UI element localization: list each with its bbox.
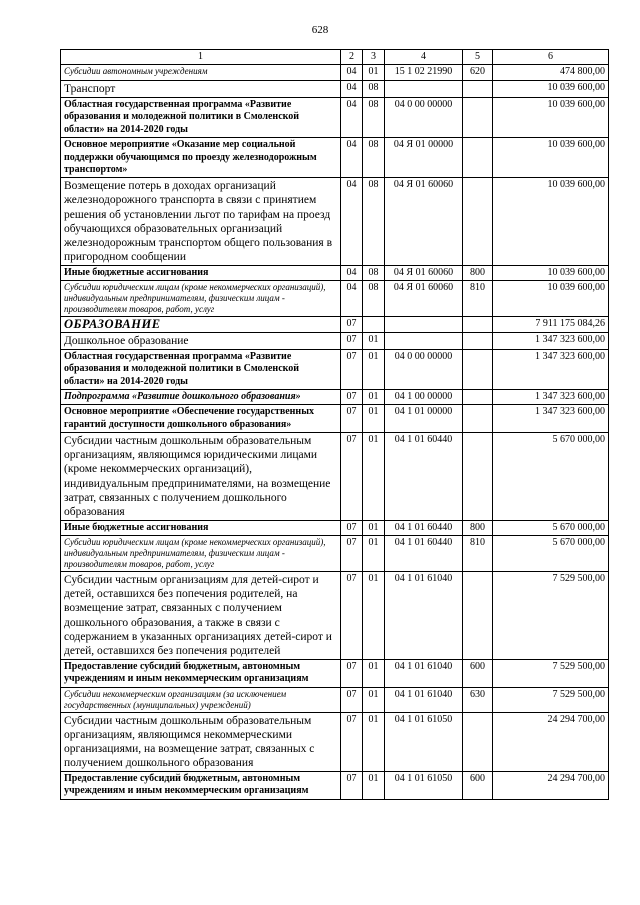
- section-code: 07: [341, 405, 363, 433]
- target-article-code: 04 Я 01 60060: [385, 281, 463, 317]
- page-number: 628: [311, 24, 329, 36]
- table-row: [61, 178, 609, 266]
- row-name: Субсидии частным дошкольным образовательным организациям, являющимся юридическими лицами (кроме некоммерческих организаций), индивидуальным предпринимателями, на возмещение затрат, связанных с получением дошкольного образования: [61, 433, 341, 521]
- expense-type-code: [463, 317, 493, 332]
- row-name: Субсидии некоммерческим организациям (за исключением государственных (муниципальных) учреждений): [61, 687, 341, 712]
- subsection-code: 08: [363, 265, 385, 280]
- section-code: 07: [341, 433, 363, 521]
- budget-table: [60, 49, 609, 800]
- section-code: 04: [341, 178, 363, 266]
- table-row: [61, 433, 609, 521]
- table-row: [61, 536, 609, 572]
- subsection-code: 08: [363, 138, 385, 178]
- table-row: [61, 265, 609, 280]
- row-name: Субсидии юридическим лицам (кроме некоммерческих организаций), индивидуальным предпринимателям, физическим лицам - производителям товаров, работ, услуг: [61, 281, 341, 317]
- target-article-code: 04 0 00 00000: [385, 97, 463, 137]
- row-name: Подпрограмма «Развитие дошкольного образования»: [61, 390, 341, 405]
- section-code: 07: [341, 349, 363, 389]
- table-row: [61, 520, 609, 535]
- amount: 24 294 700,00: [493, 771, 609, 799]
- subsection-code: 01: [363, 572, 385, 660]
- expense-type-code: [463, 332, 493, 349]
- amount: 7 911 175 084,26: [493, 317, 609, 332]
- table-row: [61, 65, 609, 80]
- subsection-code: 01: [363, 659, 385, 687]
- target-article-code: 04 1 01 61040: [385, 687, 463, 712]
- section-code: 04: [341, 281, 363, 317]
- expense-type-code: 800: [463, 265, 493, 280]
- section-code: 07: [341, 659, 363, 687]
- column-header: 1: [61, 50, 341, 65]
- subsection-code: 08: [363, 97, 385, 137]
- target-article-code: 04 1 01 60440: [385, 536, 463, 572]
- target-article-code: 04 Я 01 00000: [385, 138, 463, 178]
- amount: 5 670 000,00: [493, 536, 609, 572]
- table-row: [61, 687, 609, 712]
- row-name: Субсидии автономным учреждениям: [61, 65, 341, 80]
- subsection-code: 01: [363, 433, 385, 521]
- row-name: Предоставление субсидий бюджетным, автономным учреждениям и иным некоммерческим организациям: [61, 659, 341, 687]
- target-article-code: 04 Я 01 60060: [385, 178, 463, 266]
- target-article-code: 04 1 01 61050: [385, 771, 463, 799]
- subsection-code: 01: [363, 390, 385, 405]
- row-name: Субсидии юридическим лицам (кроме некоммерческих организаций), индивидуальным предпринимателям, физическим лицам - производителям товаров, работ, услуг: [61, 536, 341, 572]
- row-name: Дошкольное образование: [61, 332, 341, 349]
- amount: 10 039 600,00: [493, 80, 609, 97]
- table-row: [61, 659, 609, 687]
- table-row: [61, 80, 609, 97]
- amount: 10 039 600,00: [493, 178, 609, 266]
- subsection-code: 01: [363, 349, 385, 389]
- expense-type-code: 630: [463, 687, 493, 712]
- expense-type-code: 600: [463, 659, 493, 687]
- expense-type-code: [463, 405, 493, 433]
- target-article-code: [385, 332, 463, 349]
- target-article-code: 04 1 01 61040: [385, 572, 463, 660]
- row-name: ОБРАЗОВАНИЕ: [61, 317, 341, 332]
- subsection-code: 01: [363, 771, 385, 799]
- expense-type-code: [463, 97, 493, 137]
- amount: 474 800,00: [493, 65, 609, 80]
- table-row: [61, 332, 609, 349]
- amount: 1 347 323 600,00: [493, 349, 609, 389]
- expense-type-code: [463, 712, 493, 771]
- amount: 7 529 500,00: [493, 659, 609, 687]
- budget-table-body: [61, 50, 609, 800]
- target-article-code: [385, 80, 463, 97]
- subsection-code: 01: [363, 65, 385, 80]
- table-row: [61, 390, 609, 405]
- section-code: 07: [341, 332, 363, 349]
- subsection-code: 01: [363, 520, 385, 535]
- expense-type-code: [463, 572, 493, 660]
- expense-type-code: [463, 138, 493, 178]
- subsection-code: [363, 317, 385, 332]
- table-row: [61, 572, 609, 660]
- amount: 5 670 000,00: [493, 520, 609, 535]
- subsection-code: 01: [363, 687, 385, 712]
- table-header-row: [61, 50, 609, 65]
- section-code: 07: [341, 317, 363, 332]
- expense-type-code: 800: [463, 520, 493, 535]
- target-article-code: 04 1 01 60440: [385, 520, 463, 535]
- expense-type-code: 600: [463, 771, 493, 799]
- section-code: 04: [341, 65, 363, 80]
- target-article-code: 15 1 02 21990: [385, 65, 463, 80]
- table-row: [61, 281, 609, 317]
- expense-type-code: [463, 390, 493, 405]
- row-name: Возмещение потерь в доходах организаций железнодорожного транспорта в связи с принятием решения об установлении льгот по тарифам на проезд обучающихся образовательных организаций железнодорожным транспортом общего пользования в пригородном сообщении: [61, 178, 341, 266]
- expense-type-code: [463, 433, 493, 521]
- column-header: 6: [493, 50, 609, 65]
- target-article-code: [385, 317, 463, 332]
- row-name: Иные бюджетные ассигнования: [61, 265, 341, 280]
- section-code: 07: [341, 687, 363, 712]
- section-code: 07: [341, 712, 363, 771]
- subsection-code: 08: [363, 80, 385, 97]
- section-code: 07: [341, 520, 363, 535]
- amount: 10 039 600,00: [493, 138, 609, 178]
- section-code: 04: [341, 97, 363, 137]
- row-name: Субсидии частным организациям для детей-сирот и детей, оставшихся без попечения родителей, на возмещение затрат, связанных с получением дошкольного образования, а также в связи с содержанием в указанных организациях детей-сирот и детей, оставшихся без попечения родителей: [61, 572, 341, 660]
- subsection-code: 08: [363, 281, 385, 317]
- amount: 7 529 500,00: [493, 572, 609, 660]
- expense-type-code: [463, 178, 493, 266]
- target-article-code: 04 1 01 61040: [385, 659, 463, 687]
- row-name: Основное мероприятие «Обеспечение государственных гарантий доступности дошкольного образования»: [61, 405, 341, 433]
- section-code: 04: [341, 265, 363, 280]
- amount: 10 039 600,00: [493, 265, 609, 280]
- amount: 1 347 323 600,00: [493, 405, 609, 433]
- target-article-code: 04 1 01 60440: [385, 433, 463, 521]
- table-row: [61, 771, 609, 799]
- expense-type-code: 810: [463, 536, 493, 572]
- section-code: 04: [341, 138, 363, 178]
- table-row: [61, 138, 609, 178]
- section-code: 07: [341, 771, 363, 799]
- amount: 1 347 323 600,00: [493, 332, 609, 349]
- row-name: Предоставление субсидий бюджетным, автономным учреждениям и иным некоммерческим организациям: [61, 771, 341, 799]
- section-code: 04: [341, 80, 363, 97]
- table-row: [61, 97, 609, 137]
- column-header: 4: [385, 50, 463, 65]
- table-row: [61, 405, 609, 433]
- row-name: Областная государственная программа «Развитие образования и молодежной политики в Смоленской области» на 2014-2020 годы: [61, 349, 341, 389]
- amount: 5 670 000,00: [493, 433, 609, 521]
- amount: 7 529 500,00: [493, 687, 609, 712]
- row-name: Транспорт: [61, 80, 341, 97]
- table-row: [61, 349, 609, 389]
- section-code: 07: [341, 536, 363, 572]
- subsection-code: 01: [363, 405, 385, 433]
- section-code: 07: [341, 390, 363, 405]
- expense-type-code: 620: [463, 65, 493, 80]
- expense-type-code: 810: [463, 281, 493, 317]
- column-header: 2: [341, 50, 363, 65]
- row-name: Основное мероприятие «Оказание мер социальной поддержки обучающимся по проезду железнодорожным транспортом»: [61, 138, 341, 178]
- target-article-code: 04 1 01 00000: [385, 405, 463, 433]
- section-code: 07: [341, 572, 363, 660]
- row-name: Иные бюджетные ассигнования: [61, 520, 341, 535]
- target-article-code: 04 Я 01 60060: [385, 265, 463, 280]
- amount: 1 347 323 600,00: [493, 390, 609, 405]
- target-article-code: 04 1 00 00000: [385, 390, 463, 405]
- expense-type-code: [463, 349, 493, 389]
- amount: 24 294 700,00: [493, 712, 609, 771]
- subsection-code: 08: [363, 178, 385, 266]
- subsection-code: 01: [363, 536, 385, 572]
- table-row: [61, 317, 609, 332]
- target-article-code: 04 1 01 61050: [385, 712, 463, 771]
- row-name: Областная государственная программа «Развитие образования и молодежной политики в Смоленской области» на 2014-2020 годы: [61, 97, 341, 137]
- subsection-code: 01: [363, 712, 385, 771]
- row-name: Субсидии частным дошкольным образовательным организациям, являющимся некоммерческими организациями, на возмещение затрат, связанных с получением дошкольного образования: [61, 712, 341, 771]
- amount: 10 039 600,00: [493, 281, 609, 317]
- column-header: 5: [463, 50, 493, 65]
- target-article-code: 04 0 00 00000: [385, 349, 463, 389]
- amount: 10 039 600,00: [493, 97, 609, 137]
- table-row: [61, 712, 609, 771]
- subsection-code: 01: [363, 332, 385, 349]
- expense-type-code: [463, 80, 493, 97]
- column-header: 3: [363, 50, 385, 65]
